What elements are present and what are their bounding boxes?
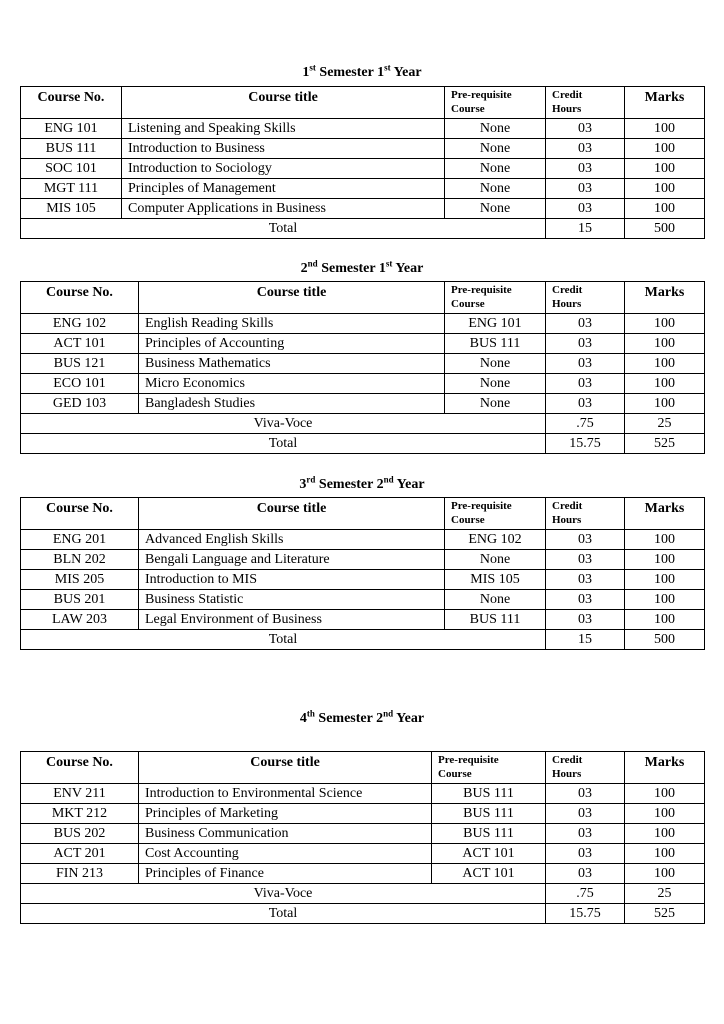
table-row (21, 179, 705, 199)
course-no: MKT 212 (21, 804, 139, 824)
prerequisite: ACT 101 (432, 864, 546, 884)
table-header-row (21, 498, 705, 530)
header-course-no: Course No. (21, 752, 139, 784)
course-no: ECO 101 (21, 374, 139, 394)
prerequisite: BUS 111 (445, 334, 546, 354)
marks: 100 (625, 804, 705, 824)
title-tail: Year (393, 477, 425, 492)
prerequisite: BUS 111 (432, 784, 546, 804)
course-no: LAW 203 (21, 610, 139, 630)
course-title: Bengali Language and Literature (139, 550, 445, 570)
prerequisite: None (445, 159, 546, 179)
marks: 100 (625, 864, 705, 884)
marks: 100 (625, 354, 705, 374)
marks: 100 (625, 139, 705, 159)
table-row (21, 590, 705, 610)
credit-hours: 03 (546, 374, 625, 394)
marks: 100 (625, 179, 705, 199)
prerequisite: None (445, 590, 546, 610)
course-title: Micro Economics (139, 374, 445, 394)
course-no: MGT 111 (21, 179, 122, 199)
header-prerequisite: Pre-requisite Course (445, 282, 546, 314)
semester-4-table-wrap (20, 751, 705, 924)
total-marks: 500 (625, 630, 705, 650)
course-no: BLN 202 (21, 550, 139, 570)
course-title: Business Statistic (139, 590, 445, 610)
prerequisite: None (445, 179, 546, 199)
table-row (21, 139, 705, 159)
header-prerequisite: Pre-requisite Course (432, 752, 546, 784)
credit-hours: 03 (546, 199, 625, 219)
header-course-title: Course title (139, 282, 445, 314)
table-row (21, 570, 705, 590)
credit-hours: 03 (546, 119, 625, 139)
viva-voce-row (21, 884, 705, 904)
title-middle: Semester 1 (315, 65, 385, 80)
viva-voce-credit: .75 (546, 884, 625, 904)
title-tail: Year (390, 65, 422, 80)
viva-voce-marks: 25 (625, 884, 705, 904)
course-title: Introduction to MIS (139, 570, 445, 590)
course-no: MIS 205 (21, 570, 139, 590)
credit-hours: 03 (546, 804, 625, 824)
viva-voce-marks: 25 (625, 414, 705, 434)
header-course-no: Course No. (21, 87, 122, 119)
course-no: GED 103 (21, 394, 139, 414)
credit-hours: 03 (546, 844, 625, 864)
viva-voce-credit: .75 (546, 414, 625, 434)
table-row (21, 374, 705, 394)
header-marks: Marks (625, 282, 705, 314)
course-title: Principles of Finance (139, 864, 432, 884)
prerequisite: None (445, 119, 546, 139)
prerequisite: ACT 101 (432, 844, 546, 864)
title-middle: Semester 2 (315, 477, 384, 492)
table-header-row (21, 282, 705, 314)
header-credit-hours: Credit Hours (546, 87, 625, 119)
semester-1-table (20, 86, 705, 239)
course-no: ENG 102 (21, 314, 139, 334)
course-title: Principles of Accounting (139, 334, 445, 354)
marks: 100 (625, 610, 705, 630)
semester-4-table (20, 751, 705, 924)
total-credit: 15.75 (546, 434, 625, 454)
prerequisite: None (445, 354, 546, 374)
prerequisite: BUS 111 (432, 824, 546, 844)
title-ordinal: 1 (302, 65, 310, 80)
credit-hours: 03 (546, 394, 625, 414)
marks: 100 (625, 570, 705, 590)
marks: 100 (625, 784, 705, 804)
total-label: Total (21, 904, 546, 924)
viva-voce-label: Viva-Voce (21, 414, 546, 434)
course-no: SOC 101 (21, 159, 122, 179)
credit-hours: 03 (546, 334, 625, 354)
table-row (21, 824, 705, 844)
semester-3-table (20, 497, 705, 650)
marks: 100 (625, 199, 705, 219)
table-row (21, 334, 705, 354)
total-row (21, 630, 705, 650)
total-credit: 15.75 (546, 904, 625, 924)
course-no: BUS 111 (21, 139, 122, 159)
total-label: Total (21, 219, 546, 239)
header-credit-hours: Credit Hours (546, 498, 625, 530)
header-course-title: Course title (139, 498, 445, 530)
course-title: Business Mathematics (139, 354, 445, 374)
marks: 100 (625, 844, 705, 864)
title-year-suffix: nd (383, 474, 394, 485)
semester-1-table-wrap (20, 86, 705, 239)
table-row (21, 784, 705, 804)
title-ordinal: 3 (299, 477, 307, 492)
semester-2-title (20, 258, 704, 277)
header-prerequisite: Pre-requisite Course (445, 87, 546, 119)
credit-hours: 03 (546, 550, 625, 570)
prerequisite: None (445, 199, 546, 219)
credit-hours: 03 (546, 610, 625, 630)
course-title: Advanced English Skills (139, 530, 445, 550)
course-title: English Reading Skills (139, 314, 445, 334)
semester-2-table (20, 281, 705, 454)
total-credit: 15 (546, 630, 625, 650)
table-header-row (21, 87, 705, 119)
marks: 100 (625, 334, 705, 354)
header-course-title: Course title (122, 87, 445, 119)
total-row (21, 219, 705, 239)
title-ordinal-suffix: nd (307, 258, 318, 269)
table-row (21, 119, 705, 139)
credit-hours: 03 (546, 784, 625, 804)
prerequisite: None (445, 394, 546, 414)
header-prerequisite: Pre-requisite Course (445, 498, 546, 530)
credit-hours: 03 (546, 159, 625, 179)
course-title: Introduction to Business (122, 139, 445, 159)
prerequisite: None (445, 139, 546, 159)
title-middle: Semester 1 (317, 261, 386, 276)
prerequisite: MIS 105 (445, 570, 546, 590)
title-tail: Year (393, 711, 425, 726)
total-label: Total (21, 630, 546, 650)
marks: 100 (625, 374, 705, 394)
credit-hours: 03 (546, 824, 625, 844)
course-no: ACT 101 (21, 334, 139, 354)
course-no: BUS 121 (21, 354, 139, 374)
title-ordinal-suffix: st (309, 62, 316, 73)
prerequisite: ENG 101 (445, 314, 546, 334)
marks: 100 (625, 314, 705, 334)
course-title: Business Communication (139, 824, 432, 844)
semester-4-title (20, 708, 704, 727)
course-title: Listening and Speaking Skills (122, 119, 445, 139)
table-row (21, 159, 705, 179)
course-title: Principles of Management (122, 179, 445, 199)
course-title: Introduction to Sociology (122, 159, 445, 179)
total-credit: 15 (546, 219, 625, 239)
semester-1-title (20, 62, 704, 81)
total-marks: 525 (625, 434, 705, 454)
course-no: ENG 101 (21, 119, 122, 139)
header-credit-hours: Credit Hours (546, 282, 625, 314)
course-no: ACT 201 (21, 844, 139, 864)
total-row (21, 434, 705, 454)
table-row (21, 804, 705, 824)
table-row (21, 394, 705, 414)
credit-hours: 03 (546, 354, 625, 374)
course-no: ENV 211 (21, 784, 139, 804)
course-title: Computer Applications in Business (122, 199, 445, 219)
semester-2-table-wrap (20, 281, 705, 454)
course-title: Bangladesh Studies (139, 394, 445, 414)
course-no: BUS 201 (21, 590, 139, 610)
prerequisite: None (445, 374, 546, 394)
course-no: MIS 105 (21, 199, 122, 219)
marks: 100 (625, 394, 705, 414)
title-tail: Year (392, 261, 424, 276)
title-year-suffix: st (384, 62, 391, 73)
total-label: Total (21, 434, 546, 454)
marks: 100 (625, 550, 705, 570)
header-course-no: Course No. (21, 282, 139, 314)
header-marks: Marks (625, 498, 705, 530)
prerequisite: None (445, 550, 546, 570)
marks: 100 (625, 119, 705, 139)
total-row (21, 904, 705, 924)
credit-hours: 03 (546, 314, 625, 334)
prerequisite: BUS 111 (432, 804, 546, 824)
viva-voce-label: Viva-Voce (21, 884, 546, 904)
title-ordinal: 2 (300, 261, 308, 276)
total-marks: 500 (625, 219, 705, 239)
table-row (21, 530, 705, 550)
semester-3-table-wrap (20, 497, 705, 650)
viva-voce-row (21, 414, 705, 434)
total-marks: 525 (625, 904, 705, 924)
course-no: BUS 202 (21, 824, 139, 844)
prerequisite: ENG 102 (445, 530, 546, 550)
header-course-title: Course title (139, 752, 432, 784)
credit-hours: 03 (546, 179, 625, 199)
course-no: FIN 213 (21, 864, 139, 884)
title-ordinal-suffix: th (306, 708, 315, 719)
marks: 100 (625, 159, 705, 179)
table-row (21, 550, 705, 570)
course-no: ENG 201 (21, 530, 139, 550)
header-course-no: Course No. (21, 498, 139, 530)
credit-hours: 03 (546, 139, 625, 159)
title-ordinal: 4 (299, 711, 307, 726)
title-year-suffix: st (385, 258, 393, 269)
course-title: Principles of Marketing (139, 804, 432, 824)
title-ordinal-suffix: rd (306, 474, 316, 485)
credit-hours: 03 (546, 590, 625, 610)
table-header-row (21, 752, 705, 784)
header-credit-hours: Credit Hours (546, 752, 625, 784)
credit-hours: 03 (546, 570, 625, 590)
course-title: Cost Accounting (139, 844, 432, 864)
table-row (21, 354, 705, 374)
marks: 100 (625, 530, 705, 550)
semester-3-title (20, 474, 704, 493)
table-row (21, 844, 705, 864)
table-row (21, 864, 705, 884)
header-marks: Marks (625, 752, 705, 784)
table-row (21, 314, 705, 334)
header-marks: Marks (625, 87, 705, 119)
marks: 100 (625, 824, 705, 844)
title-year-suffix: nd (383, 708, 394, 719)
credit-hours: 03 (546, 864, 625, 884)
marks: 100 (625, 590, 705, 610)
title-middle: Semester 2 (314, 711, 384, 726)
table-row (21, 610, 705, 630)
table-row (21, 199, 705, 219)
prerequisite: BUS 111 (445, 610, 546, 630)
credit-hours: 03 (546, 530, 625, 550)
course-title: Introduction to Environmental Science (139, 784, 432, 804)
course-title: Legal Environment of Business (139, 610, 445, 630)
